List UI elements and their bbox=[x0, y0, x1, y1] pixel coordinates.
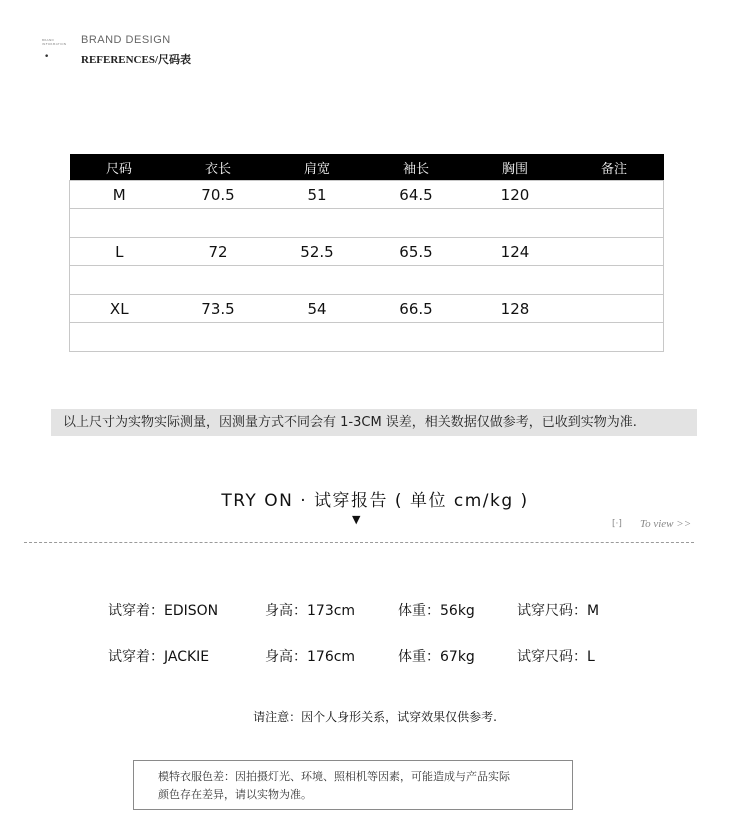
disclaimer-line-1: 模特衣服色差：因拍摄灯光、环境、照相机等因素，可能造成与产品实际 bbox=[158, 770, 510, 783]
expand-icon[interactable]: [·] bbox=[612, 519, 622, 529]
header-chest: 胸围 bbox=[466, 154, 565, 181]
size-table bbox=[69, 154, 664, 352]
brand-small-line-2: INFORMATION bbox=[42, 42, 67, 46]
brand-subtitle: REFERENCES/尺码表 bbox=[81, 54, 192, 66]
cell-length: 70.5 bbox=[169, 181, 268, 209]
brand-title: BRAND DESIGN bbox=[81, 34, 171, 46]
table-spacer-row bbox=[70, 209, 664, 238]
cell-remarks bbox=[565, 295, 664, 323]
color-disclaimer-box bbox=[133, 760, 573, 810]
cell-shoulder: 54 bbox=[268, 295, 367, 323]
cell-length: 73.5 bbox=[169, 295, 268, 323]
cell-chest: 120 bbox=[466, 181, 565, 209]
bullet-icon: • bbox=[44, 52, 50, 62]
tester-size: 试穿尺码：L bbox=[517, 649, 595, 665]
to-view-link[interactable]: To view >> bbox=[640, 518, 692, 530]
cell-shoulder: 52.5 bbox=[268, 238, 367, 266]
tryon-caution: 请注意：因个人身形关系，试穿效果仅供参考. bbox=[253, 710, 497, 724]
cell-length: 72 bbox=[169, 238, 268, 266]
tryon-title: TRY ON · 试穿报告 ( 单位 cm/kg ) bbox=[221, 491, 529, 511]
tester-name: 试穿着：EDISON bbox=[108, 603, 219, 619]
cell-size: XL bbox=[70, 295, 169, 323]
header-shoulder: 肩宽 bbox=[268, 154, 367, 181]
tester-weight: 体重：67kg bbox=[398, 649, 475, 665]
header-sleeve: 袖长 bbox=[367, 154, 466, 181]
tester-name: 试穿着：JACKIE bbox=[108, 649, 210, 665]
tester-height: 身高：176cm bbox=[265, 649, 356, 665]
size-table-header-row bbox=[70, 154, 664, 181]
measurement-note: 以上尺寸为实物实际测量，因测量方式不同会有 1-3CM 误差，相关数据仅做参考，已收到实物为准. bbox=[51, 409, 697, 436]
tester-weight: 体重：56kg bbox=[398, 603, 475, 619]
table-row bbox=[70, 238, 664, 266]
dashed-divider bbox=[24, 542, 694, 543]
table-spacer-row bbox=[70, 266, 664, 295]
cell-sleeve: 66.5 bbox=[367, 295, 466, 323]
cell-sleeve: 65.5 bbox=[367, 238, 466, 266]
header-remarks: 备注 bbox=[565, 154, 664, 181]
cell-sleeve: 64.5 bbox=[367, 181, 466, 209]
table-row bbox=[70, 295, 664, 323]
brand-small-text bbox=[42, 38, 76, 46]
cell-remarks bbox=[565, 181, 664, 209]
cell-size: L bbox=[70, 238, 169, 266]
cell-chest: 124 bbox=[466, 238, 565, 266]
tester-size: 试穿尺码：M bbox=[517, 603, 600, 619]
table-spacer-row bbox=[70, 323, 664, 352]
tester-height: 身高：173cm bbox=[265, 603, 356, 619]
brand-small-line-1: BRAND bbox=[42, 38, 55, 42]
cell-remarks bbox=[565, 238, 664, 266]
header-length: 衣长 bbox=[169, 154, 268, 181]
cell-chest: 128 bbox=[466, 295, 565, 323]
header-size: 尺码 bbox=[70, 154, 169, 181]
cell-shoulder: 51 bbox=[268, 181, 367, 209]
table-row bbox=[70, 181, 664, 209]
disclaimer-line-2: 颜色存在差异，请以实物为准。 bbox=[158, 788, 312, 801]
arrow-down-icon: ▼ bbox=[352, 513, 361, 526]
cell-size: M bbox=[70, 181, 169, 209]
